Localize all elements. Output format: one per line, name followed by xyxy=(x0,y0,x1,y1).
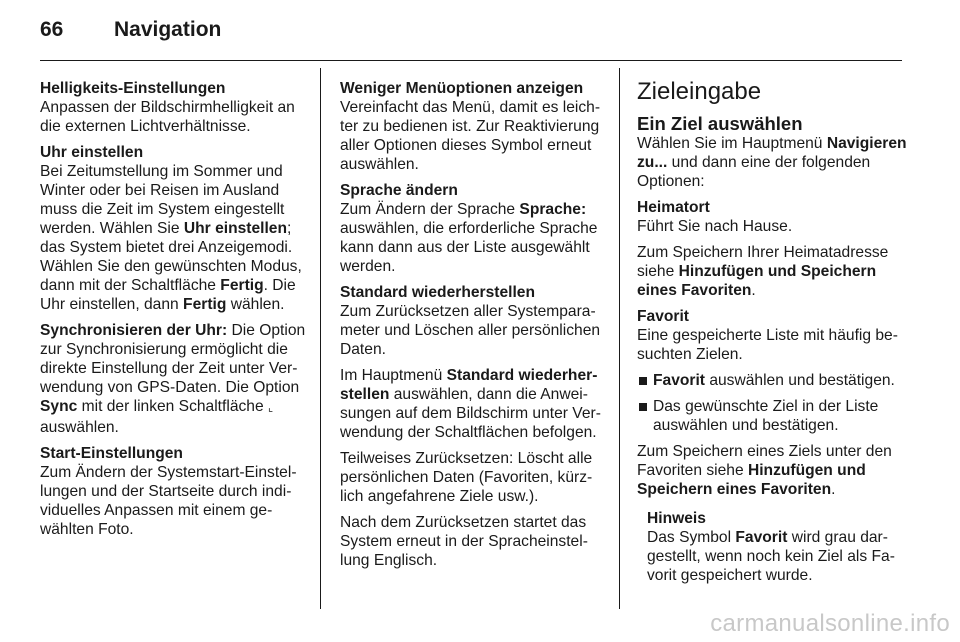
page-number: 66 xyxy=(40,18,64,41)
section-heading: Heimatort xyxy=(637,199,710,216)
favorite-steps-list xyxy=(637,371,907,435)
column-2 xyxy=(340,79,610,577)
menu-term: Sprache: xyxy=(519,201,587,218)
square-bullet-icon xyxy=(639,403,647,411)
text-run: Das Symbol xyxy=(647,529,736,546)
page-title: Navigation xyxy=(114,18,222,41)
section-title: Ein Ziel auswählen xyxy=(637,113,803,134)
menu-term: Navigieren zu... xyxy=(637,135,907,171)
text-run: Wählen Sie im Hauptmenü xyxy=(637,135,827,152)
section-heading: Uhr einstellen xyxy=(40,144,144,161)
text-run: Die Option zur Synchronisierung ermöglicht die direkte Einstellung der Zeit unter Verwendung von GPS-Daten. Die Option xyxy=(40,322,306,396)
column-3 xyxy=(637,79,907,585)
section-start xyxy=(40,444,308,539)
section-text: Führt Sie nach Hause. xyxy=(637,218,793,235)
section-fewer-options xyxy=(340,79,610,174)
text-run: auswählen und bestätigen. xyxy=(705,372,895,389)
section-brightness xyxy=(40,79,308,136)
note-box xyxy=(637,509,907,585)
menu-term: Hinzufügen und Speichern eines Favoriten xyxy=(637,462,866,498)
square-bullet-icon xyxy=(639,377,647,385)
section-clock xyxy=(40,143,308,314)
section-language xyxy=(340,181,610,276)
menu-term: Uhr einstellen xyxy=(183,220,288,237)
section-favorite xyxy=(637,307,907,364)
section-heading: Start-Einstellungen xyxy=(40,445,183,462)
text-run: . xyxy=(831,481,836,498)
text-run: und dann eine der folgenden Optionen: xyxy=(637,154,871,190)
paragraph-home-save xyxy=(637,243,907,300)
paragraph-partial-reset: Teilweises Zurücksetzen: Löscht alle persönlichen Daten (Favoriten, kürzlich angefahrene Ziele usw.). xyxy=(340,450,593,505)
section-text: Anpassen der Bildschirmhelligkeit an die externen Lichtverhältnisse. xyxy=(40,99,295,135)
paragraph-intro xyxy=(637,134,907,191)
text-run: Zum Ändern der Sprache xyxy=(340,201,520,218)
menu-term: Hinzufügen und Speichern eines Favoriten xyxy=(637,263,877,299)
menu-term: Fertig xyxy=(220,277,264,294)
section-heading: Favorit xyxy=(637,308,689,325)
section-text: Zum Ändern der Systemstart-Einstellungen und der Startseite durch individuelles Anpassen mit einem gewählten Foto. xyxy=(40,464,297,538)
text-run: Zum Speichern Ihrer Heimatadresse siehe xyxy=(637,244,889,280)
text-run: Das gewünschte Ziel in der Liste auswählen und bestätigen. xyxy=(653,398,879,434)
paragraph-sync xyxy=(40,321,308,437)
list-item xyxy=(637,371,907,390)
note-heading: Hinweis xyxy=(647,510,706,527)
menu-term: Fertig xyxy=(183,296,227,313)
section-reset xyxy=(340,283,610,359)
menu-term: Sync xyxy=(40,398,78,415)
paragraph-reset-steps xyxy=(340,366,610,442)
section-text: Vereinfacht das Menü, damit es leichter zu bedienen ist. Zur Reaktivierung aller Optionen dieses Symbol erneut auswählen. xyxy=(340,99,601,173)
section-text: Zum Zurücksetzen aller Systemparameter und Löschen aller persönlichen Daten. xyxy=(340,303,601,358)
column-1 xyxy=(40,79,308,546)
left-button-icon: ⌞ xyxy=(267,402,274,414)
text-run: wird grau dargestellt, wenn noch kein Ziel als Favorit gespeichert wurde. xyxy=(647,529,895,584)
paragraph-restart: Nach dem Zurücksetzen startet das System erneut in der Spracheinstellung Englisch. xyxy=(340,514,588,569)
menu-term: Standard wiederherstellen xyxy=(340,367,598,403)
paragraph-favorite-save xyxy=(637,442,907,499)
section-heading: Standard wiederherstellen xyxy=(340,284,535,301)
menu-term: Favorit xyxy=(653,372,705,389)
list-item xyxy=(637,397,907,435)
text-run: Bei Zeitumstellung im Sommer und Winter oder bei Reisen im Ausland muss die Zeit im System eingestellt werden. Wählen Sie xyxy=(40,163,285,237)
text-run: Zum Speichern eines Ziels unter den Favoriten siehe xyxy=(637,443,892,479)
menu-term: Favorit xyxy=(735,529,788,546)
watermark: carmanualsonline.info xyxy=(710,610,950,637)
section-heading: Sprache ändern xyxy=(340,182,458,199)
text-run: auswählen, dann die Anweisungen auf dem Bildschirm unter Verwendung der Schaltflächen befolgen. xyxy=(340,386,601,441)
chapter-heading: Zieleingabe xyxy=(637,78,762,105)
text-run: ; das System bietet drei Anzeigemodi. Wählen Sie den gewünschten Modus, dann mit der Schaltfläche xyxy=(40,220,302,294)
text-run: auswählen, die erforderliche Sprache kann dann aus der Liste ausgewählt werden. xyxy=(340,220,598,275)
menu-term: Synchronisieren der Uhr: xyxy=(40,322,228,339)
section-home xyxy=(637,198,907,236)
header-rule xyxy=(40,60,902,61)
column-divider-1 xyxy=(320,68,321,609)
text-run: . xyxy=(751,282,756,299)
section-heading: Helligkeits-Einstellungen xyxy=(40,80,226,97)
column-divider-2 xyxy=(619,68,620,609)
text-run: mit der linken Schaltfläche xyxy=(77,398,268,415)
text-run: wählen. xyxy=(226,296,285,313)
text-run: . Die Uhr einstellen, dann xyxy=(40,277,296,313)
section-heading: Weniger Menüoptionen anzeigen xyxy=(340,80,584,97)
page-header xyxy=(40,18,221,42)
section-text: Eine gespeicherte Liste mit häufig besuchten Zielen. xyxy=(637,327,898,363)
text-run: Im Hauptmenü xyxy=(340,367,447,384)
text-run: auswählen. xyxy=(40,419,119,436)
